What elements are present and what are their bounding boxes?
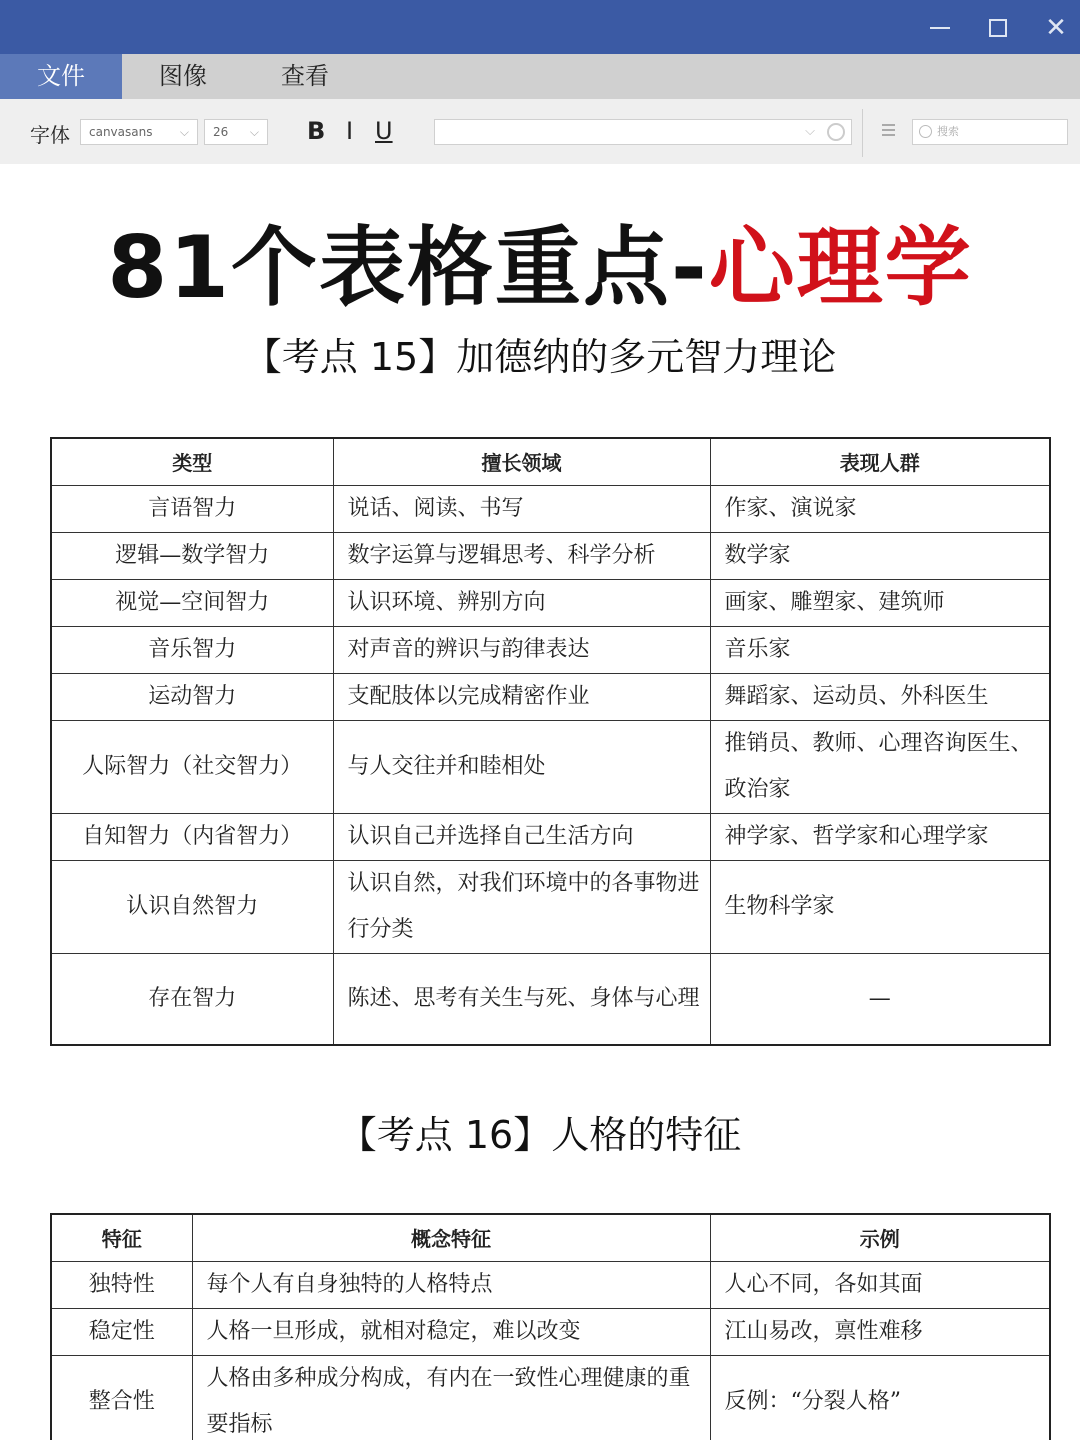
table-cell: 支配肢体以完成精密作业 (333, 673, 710, 720)
table-cell: 数字运算与逻辑思考、科学分析 (333, 532, 710, 579)
table-row (51, 485, 1050, 532)
underline-button[interactable]: U (375, 117, 393, 145)
section-15-title: 【考点 15】加德纳的多元智力理论 (243, 335, 837, 379)
table-row (51, 673, 1050, 720)
table-cell: 画家、雕塑家、建筑师 (710, 579, 1050, 626)
table-cell: 运动智力 (51, 673, 333, 720)
table-cell: 推销员、教师、心理咨询医生、政治家 (710, 720, 1050, 813)
table-cell: 江山易改，禀性难移 (710, 1308, 1050, 1355)
menu-view[interactable]: 查看 (281, 62, 329, 90)
font-size-select[interactable] (204, 119, 268, 145)
table-cell: 说话、阅读、书写 (333, 485, 710, 532)
font-family-select[interactable] (80, 119, 198, 145)
page-title (0, 218, 1080, 318)
search-placeholder: 搜索 (937, 125, 959, 138)
table-cell: 稳定性 (51, 1308, 192, 1355)
table-cell: 人格由多种成分构成，有内在一致性心理健康的重要指标 (192, 1355, 710, 1440)
close-icon: ✕ (1045, 13, 1067, 43)
personality-table (50, 1213, 1051, 1440)
table-cell: 认识环境、辨别方向 (333, 579, 710, 626)
table-cell: 人际智力（社交智力） (51, 720, 333, 813)
table-cell: 存在智力 (51, 953, 333, 1045)
chevron-down-icon: ⌵ (179, 125, 189, 139)
table-cell: 独特性 (51, 1261, 192, 1308)
table-cell: 认识自己并选择自己生活方向 (333, 813, 710, 860)
column-header: 特征 (51, 1214, 192, 1261)
table-cell: 神学家、哲学家和心理学家 (710, 813, 1050, 860)
table-cell: 人心不同，各如其面 (710, 1261, 1050, 1308)
table-row (51, 953, 1050, 1045)
table-cell: 反例：“分裂人格” (710, 1355, 1050, 1440)
page-title-highlight: 心理学 (708, 218, 973, 318)
maximize-button[interactable] (978, 8, 1018, 48)
table-cell: 音乐家 (710, 626, 1050, 673)
column-header: 表现人群 (710, 438, 1050, 485)
table-cell: 每个人有自身独特的人格特点 (192, 1261, 710, 1308)
table-cell: 音乐智力 (51, 626, 333, 673)
menu-image[interactable]: 图像 (159, 62, 207, 90)
toolbar-divider (862, 109, 863, 157)
table-cell: 舞蹈家、运动员、外科医生 (710, 673, 1050, 720)
table-row (51, 813, 1050, 860)
table-row (51, 532, 1050, 579)
table-row (51, 860, 1050, 953)
table-cell: 人格一旦形成，就相对稳定，难以改变 (192, 1308, 710, 1355)
menu-file[interactable]: 文件 (0, 54, 122, 99)
table-row (51, 1355, 1050, 1440)
table-cell: 整合性 (51, 1355, 192, 1440)
table-cell: 认识自然智力 (51, 860, 333, 953)
table-cell: 言语智力 (51, 485, 333, 532)
bold-button[interactable]: B (307, 117, 326, 145)
table-row (51, 1308, 1050, 1355)
font-label: 字体 (30, 123, 70, 147)
table-cell: 数学家 (710, 532, 1050, 579)
table-header-row (51, 1214, 1050, 1261)
intelligence-table (50, 437, 1051, 1046)
column-header: 类型 (51, 438, 333, 485)
section-16-title: 【考点 16】人格的特征 (338, 1113, 742, 1157)
table-cell: 对声音的辨识与韵律表达 (333, 626, 710, 673)
maximize-icon (989, 19, 1007, 37)
style-combobox[interactable] (434, 119, 852, 145)
font-family-value: canvasans (89, 125, 153, 139)
table-cell: 陈述、思考有关生与死、身体与心理 (333, 953, 710, 1045)
table-row (51, 579, 1050, 626)
column-header: 示例 (710, 1214, 1050, 1261)
table-cell: 与人交往并和睦相处 (333, 720, 710, 813)
table-row (51, 1261, 1050, 1308)
chevron-down-icon: ⌵ (249, 125, 259, 139)
italic-button[interactable]: I (346, 117, 354, 145)
table-row (51, 626, 1050, 673)
minimize-icon (930, 27, 950, 29)
list-icon[interactable] (875, 121, 895, 143)
window-title-bar (0, 0, 1080, 54)
table-cell: 逻辑—数学智力 (51, 532, 333, 579)
font-size-value: 26 (213, 125, 229, 139)
column-header: 擅长领域 (333, 438, 710, 485)
table-cell: — (710, 953, 1050, 1045)
minimize-button[interactable] (920, 8, 960, 48)
menu-bar (0, 54, 1080, 99)
search-icon (919, 125, 932, 138)
page-title-prefix: 81个表格重点- (107, 218, 709, 318)
table-cell: 生物科学家 (710, 860, 1050, 953)
column-header: 概念特征 (192, 1214, 710, 1261)
table-header-row (51, 438, 1050, 485)
chevron-down-icon: ⌵ (805, 124, 815, 139)
table-row (51, 720, 1050, 813)
table-cell: 认识自然，对我们环境中的各事物进行分类 (333, 860, 710, 953)
refresh-icon[interactable] (827, 123, 845, 141)
table-cell: 作家、演说家 (710, 485, 1050, 532)
search-input[interactable] (912, 119, 1068, 145)
table-cell: 视觉—空间智力 (51, 579, 333, 626)
close-button[interactable] (1036, 8, 1076, 48)
toolbar (0, 99, 1080, 164)
table-cell: 自知智力（内省智力） (51, 813, 333, 860)
